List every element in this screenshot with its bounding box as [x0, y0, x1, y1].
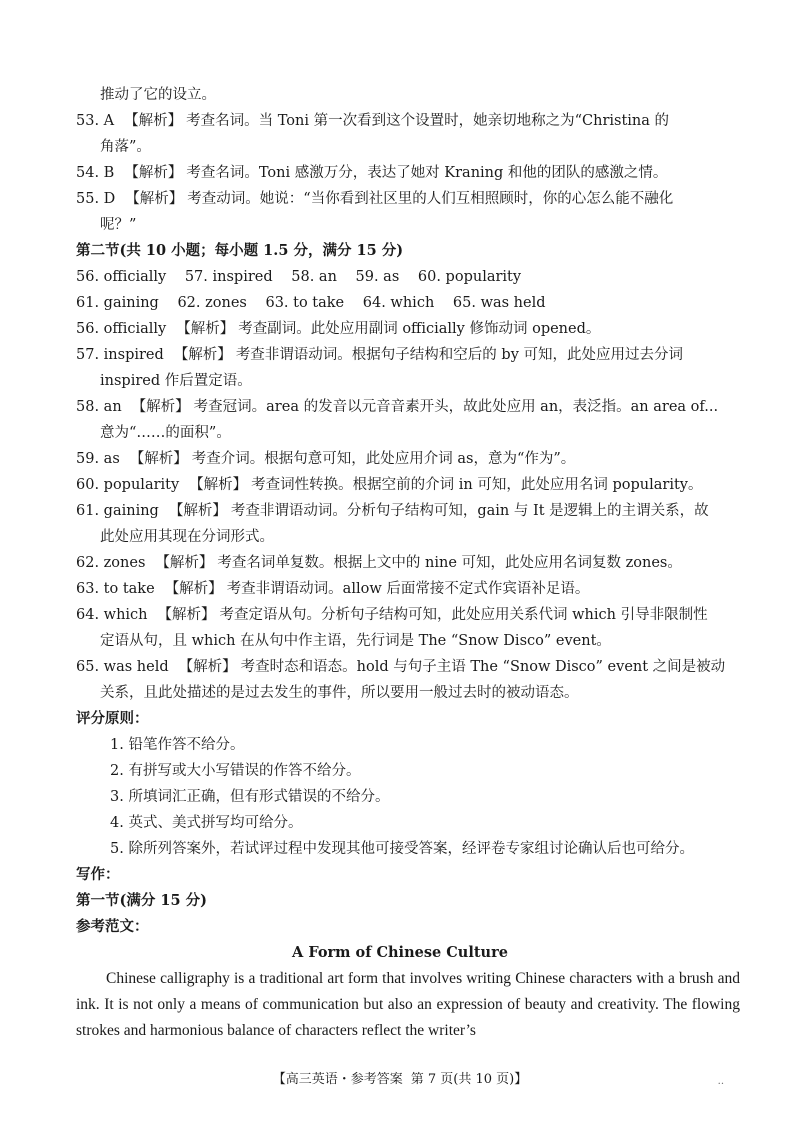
answer-60 [76, 472, 740, 498]
intro-continuation: 推动了它的设立。 [100, 87, 216, 103]
answer-number: 58. an [76, 399, 122, 415]
answer-number: 65. was held [76, 659, 169, 675]
answer-55 [76, 186, 740, 212]
analysis-tag: 【解析】 [129, 451, 188, 467]
analysis-text: 考查时态和语态。hold 与句子主语 The “Snow Disco” event 之间是被动 [240, 659, 726, 675]
analysis-tag: 【解析】 [168, 503, 227, 519]
answer-item: 58. an [291, 269, 337, 285]
answer-number: 61. gaining [76, 503, 159, 519]
answer-57-cont: inspired 作后置定语。 [100, 373, 252, 389]
scoring-rule: 3. 所填词汇正确，但有形式错误的不给分。 [110, 789, 390, 805]
answer-number: 59. as [76, 451, 120, 467]
scoring-rule: 2. 有拼写或大小写错误的作答不给分。 [110, 763, 361, 779]
answer-number: 55. D [76, 191, 116, 207]
answer-58 [76, 394, 740, 420]
scoring-heading: 评分原则： [76, 710, 149, 727]
section2-heading: 第二节(共 10 小题；每小题 1.5 分，满分 15 分) [76, 242, 404, 259]
analysis-tag: 【解析】 [131, 399, 190, 415]
writing-section-1-heading: 第一节(满分 15 分) [76, 892, 207, 909]
analysis-tag: 【解析】 [124, 113, 183, 129]
analysis-tag: 【解析】 [173, 347, 232, 363]
answer-number: 56. officially [76, 321, 167, 337]
analysis-text: 考查非谓语动词。allow 后面常接不定式作宾语补足语。 [226, 581, 590, 597]
analysis-text: 考查非谓语动词。根据句子结构和空后的 by 可知，此处应用过去分词 [235, 347, 684, 363]
answer-number: 64. which [76, 607, 148, 623]
answer-number: 63. to take [76, 581, 155, 597]
footer-label: 【高三英语・参考答案 [272, 1072, 403, 1087]
scoring-rule: 4. 英式、美式拼写均可给分。 [110, 815, 303, 831]
footer-page-number: 第 7 页(共 10 页)】 [410, 1072, 528, 1087]
answer-number: 54. B [76, 165, 115, 181]
answer-57 [76, 342, 740, 368]
answer-53 [76, 108, 740, 134]
analysis-tag: 【解析】 [178, 659, 237, 675]
answer-item: 65. was held [452, 295, 546, 311]
answer-56 [76, 316, 740, 342]
corner-mark: .. [717, 1076, 724, 1087]
answer-item: 59. as [355, 269, 400, 285]
answer-59 [76, 446, 740, 472]
answer-item: 63. to take [265, 295, 345, 311]
analysis-text: 考查非谓语动词。分析句子结构可知，gain 与 It 是逻辑上的主谓关系，故 [230, 503, 709, 519]
analysis-text: 考查词性转换。根据空前的介词 in 可知，此处应用名词 popularity。 [251, 477, 703, 493]
essay-title: A Form of Chinese Culture [292, 944, 508, 961]
answer-item: 61. gaining [76, 295, 159, 311]
answer-number: 53. A [76, 113, 115, 129]
answer-58-cont: 意为“……的面积”。 [100, 425, 231, 441]
sample-essay-heading: 参考范文： [76, 918, 149, 935]
analysis-tag: 【解析】 [157, 607, 216, 623]
analysis-text: 考查名词。当 Toni 第一次看到这个设置时，她亲切地称之为“Christina 的 [186, 113, 670, 129]
answers-row-1 [76, 264, 740, 290]
answer-55-cont: 呢？” [100, 217, 137, 233]
writing-heading: 写作： [76, 866, 120, 883]
answer-65 [76, 654, 740, 680]
answer-number: 60. popularity [76, 477, 180, 493]
analysis-tag: 【解析】 [124, 165, 183, 181]
answer-number: 62. zones [76, 555, 146, 571]
scoring-rule: 5. 除所列答案外，若试评过程中发现其他可接受答案，经评卷专家组讨论确认后也可给分。 [110, 841, 694, 857]
answer-62 [76, 550, 740, 576]
analysis-tag: 【解析】 [176, 321, 235, 337]
answer-item: 57. inspired [184, 269, 273, 285]
answer-61-cont: 此处应用其现在分词形式。 [100, 529, 274, 545]
answer-item: 64. which [362, 295, 435, 311]
answer-number: 57. inspired [76, 347, 164, 363]
answer-53-cont: 角落”。 [100, 139, 151, 155]
answer-item: 62. zones [177, 295, 247, 311]
analysis-text: 考查定语从句。分析句子结构可知，此处应用关系代词 which 引导非限制性 [219, 607, 708, 623]
analysis-tag: 【解析】 [189, 477, 248, 493]
scoring-rule: 1. 铅笔作答不给分。 [110, 737, 245, 753]
answer-item: 60. popularity [417, 269, 522, 285]
answer-64-cont: 定语从句，且 which 在从句中作主语，先行词是 The “Snow Disco” event。 [100, 633, 611, 649]
answer-54 [76, 160, 740, 186]
analysis-text: 考查名词。Toni 感激万分，表达了她对 Kraning 和他的团队的感激之情。 [186, 165, 668, 181]
answer-63 [76, 576, 740, 602]
answer-61 [76, 498, 740, 524]
answer-item: 56. officially [76, 269, 167, 285]
answer-64 [76, 602, 740, 628]
analysis-tag: 【解析】 [155, 555, 214, 571]
analysis-text: 考查副词。此处应用副词 officially 修饰动词 opened。 [238, 321, 601, 337]
answer-65-cont: 关系，且此处描述的是过去发生的事件，所以要用一般过去时的被动语态。 [100, 685, 579, 701]
analysis-text: 考查介词。根据句意可知，此处应用介词 as，意为“作为”。 [191, 451, 576, 467]
answers-row-2 [76, 290, 740, 316]
analysis-text: 考查名词单复数。根据上文中的 nine 可知，此处应用名词复数 zones。 [217, 555, 682, 571]
analysis-tag: 【解析】 [164, 581, 223, 597]
analysis-text: 考查动词。她说：“当你看到社区里的人们互相照顾时，你的心怎么能不融化 [187, 191, 674, 207]
page-footer [0, 1068, 800, 1087]
analysis-text: 考查冠词。area 的发音以元音音素开头，故此处应用 an，表泛指。an area of... [193, 399, 719, 415]
essay-body: Chinese calligraphy is a traditional art form that involves writing Chinese characters with a brush and ink. It is not only a means of communication but also an expression of beauty and creativity. The flowing strokes and harmonious balance of characters reflect the writer’s [76, 970, 740, 1039]
analysis-tag: 【解析】 [125, 191, 184, 207]
